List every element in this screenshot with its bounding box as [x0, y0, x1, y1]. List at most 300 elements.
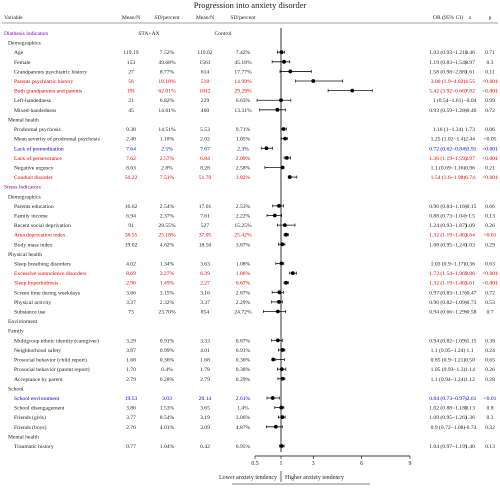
row-sd-1: 1.18% [159, 136, 175, 143]
estimate-point [277, 300, 281, 304]
row-mean-1: 56.22 [124, 175, 138, 182]
row-or: 1.36 (1.19~1.59) [429, 155, 467, 162]
row-mean-2: 460 [200, 107, 210, 114]
row-sd-2: 2.61% [235, 395, 251, 402]
row-sd-2: 1.05% [235, 136, 251, 143]
row-or: 1.05 (0.93~1.3) [430, 367, 466, 374]
row-sd-2: 24.72% [234, 309, 252, 316]
row-sd-1: 6.82% [159, 98, 175, 105]
row-p: <0.05 [483, 136, 497, 143]
estimate-point [276, 310, 280, 314]
row-mean-2: 8.28 [200, 165, 210, 172]
row-mean-2: 614 [200, 69, 210, 76]
row-or: 1 (0.54~1.61) [432, 98, 464, 105]
row-label: Age [14, 50, 24, 57]
row-mean-1: 119.19 [123, 50, 139, 57]
row-z: 0.50 [465, 357, 475, 364]
row-z: 1.73 [465, 127, 475, 134]
section-label: Diathesis indicators [4, 31, 49, 37]
row-p: 0.26 [485, 367, 495, 374]
row-label: Sleep breathing disorders [14, 261, 71, 268]
x-tick-label: 0.5 [251, 461, 259, 467]
row-sd-1: 3.15% [159, 290, 175, 297]
row-sd-2: 2.58% [235, 165, 251, 172]
row-or: 1.24 (0.93~1.87) [429, 223, 467, 230]
row-sd-2: 2.09% [235, 155, 251, 162]
header-mean-2: Mean/N [195, 15, 215, 21]
row-label: Family income [14, 213, 48, 220]
estimate-point [271, 358, 275, 362]
row-sd-2: 1.08% [235, 261, 251, 268]
row-sd-1: 2.57% [159, 155, 175, 162]
subsection-label: Mental health [8, 117, 39, 124]
row-sd-1: 29.55% [158, 223, 176, 230]
row-mean-1: 4.02 [126, 261, 136, 268]
row-p: 0.8 [486, 405, 494, 412]
row-or: 1.09 (0.95~1.26) [429, 415, 467, 422]
row-or: 1.32 (1.19~1.46) [429, 280, 467, 287]
subsection-label: School [8, 386, 24, 393]
row-mean-2: 229 [200, 98, 210, 105]
row-or: 5.42 (3.92~6.66) [429, 88, 467, 95]
row-z: −0.73 [463, 299, 477, 306]
row-sd-2: 3.06% [235, 415, 251, 422]
row-label: Multigroup ethnic identity (caregiver) [14, 338, 99, 345]
row-sd-1: 4.62% [159, 242, 175, 249]
row-z: −3.91 [463, 146, 477, 153]
row-mean-1: 3.87 [126, 347, 136, 354]
row-z: 1.09 [465, 223, 475, 230]
subsection-label: Demographics [8, 194, 41, 201]
row-mean-2: 527 [200, 223, 210, 230]
row-mean-1: 153 [126, 59, 136, 66]
row-mean-1: 16.62 [124, 203, 138, 210]
row-p: 0.71 [485, 50, 495, 57]
row-z: 1.36 [465, 415, 475, 422]
estimate-point [288, 70, 292, 74]
row-p: 0.28 [485, 376, 495, 383]
row-z: 0.36 [465, 261, 475, 268]
row-z: −2.61 [463, 395, 477, 402]
row-or: 0.84 (0.73~0.97) [429, 395, 467, 402]
row-mean-2: 3.09 [200, 424, 210, 431]
row-label: Area deprivation index [14, 232, 66, 239]
row-z: 1.12 [465, 376, 475, 383]
row-label: Friends (girls) [14, 415, 46, 422]
row-label: Conduct disorder [14, 175, 53, 182]
row-z: 1.40 [465, 444, 475, 450]
row-sd-1: 4.01% [159, 424, 175, 431]
row-label: Both grandparents and parents [14, 88, 83, 95]
row-p: <0.01 [483, 232, 497, 239]
subsection-label: Family [8, 328, 24, 335]
row-label: Body mass index [14, 242, 53, 249]
subsection-label: Demographics [8, 40, 41, 47]
row-mean-1: 9.38 [126, 127, 136, 134]
estimate-point [265, 146, 269, 150]
row-sd-2: 9.71% [235, 127, 251, 134]
row-label: Prosocial behavior (parent report) [14, 367, 90, 374]
row-z: 9.86 [465, 271, 475, 278]
row-mean-1: 8.63 [126, 165, 136, 172]
row-mean-2: 4.01 [200, 347, 210, 354]
row-or: 1.04 (0.97~1.19) [429, 444, 467, 450]
row-z: 0.96 [465, 165, 475, 172]
row-label: Mean severity of prodromal psychosis [14, 136, 100, 143]
row-mean-2: 119.62 [197, 50, 213, 57]
row-p: 0.3 [486, 59, 494, 66]
row-sd-2: 0.36% [235, 357, 251, 364]
row-or: 0.72 (0.62~0.84) [429, 146, 467, 153]
row-z: 5.61 [465, 280, 475, 287]
row-or: 1.1 (0.95~1.24) [430, 347, 466, 354]
subsection-label: Mental health [8, 434, 39, 441]
row-sd-2: 0.29% [235, 376, 251, 383]
row-mean-2: 3.63 [200, 261, 210, 268]
row-mean-2: 2.27 [200, 280, 210, 287]
row-p: 0.38 [485, 338, 495, 345]
row-mean-1: 56 [128, 79, 134, 86]
row-mean-2: 854 [200, 309, 210, 316]
row-label: Lack of premeditation [14, 146, 64, 153]
row-or: 1.1 (0.69~1.16) [430, 165, 466, 172]
estimate-point [311, 79, 315, 83]
row-sd-2: 4.87% [235, 424, 251, 431]
row-label: Prodromal psychosis [14, 127, 61, 134]
row-sd-1: 49.68% [158, 59, 176, 66]
header-mean-1: Mean/N [121, 15, 141, 21]
row-or: 1.58 (0.98~2.88) [429, 69, 467, 76]
estimate-point [288, 175, 292, 179]
row-or: 0.88 (0.73~1.04) [429, 213, 467, 220]
row-label: School environment [14, 395, 60, 402]
row-or: 0.96 (0.82~1.09) [429, 299, 467, 306]
row-sd-2: 0.87% [235, 338, 251, 345]
row-mean-2: 0.42 [200, 444, 210, 450]
row-sd-1: 23.70% [158, 309, 176, 316]
row-sd-2: 25.42% [234, 232, 252, 239]
row-p: 0.32 [485, 424, 495, 431]
row-sd-2: 7.42% [235, 50, 251, 57]
row-mean-1: 2.79 [126, 376, 136, 383]
row-sd-2: 0.38% [235, 367, 251, 374]
row-p: 0.53 [485, 299, 495, 306]
row-label: Substance use [14, 309, 46, 316]
row-z: 3.64 [465, 232, 475, 239]
row-z: 0.13 [465, 405, 475, 412]
row-sd-1: 0.99% [159, 347, 175, 354]
row-mean-2: 6.39 [200, 271, 210, 278]
header-variable: Variable [4, 15, 23, 21]
row-sd-1: 3.27% [159, 271, 175, 278]
row-p: 0.65 [485, 357, 495, 364]
estimate-point [274, 425, 278, 429]
row-label: Prosocial behavior (child report) [14, 357, 87, 364]
row-p: 0.13 [485, 444, 495, 450]
footer-lower-label: Lower anxiety tendency [219, 475, 277, 481]
row-mean-2: 5.53 [200, 127, 210, 134]
row-or: 1.25 (1.02~1.4) [430, 136, 466, 143]
row-or: 1.08 (0.95~1.24) [429, 242, 467, 249]
row-sd-1: 0.36% [159, 357, 175, 364]
row-z: 1.61 [465, 69, 475, 76]
row-mean-1: 0.77 [126, 444, 136, 450]
estimate-point [280, 444, 284, 448]
row-or: 1.02 (0.88~1.18) [429, 405, 467, 412]
row-z: 4.55 [465, 79, 475, 86]
row-mean-2: 2.79 [200, 376, 210, 383]
estimate-point [350, 89, 354, 93]
estimate-point [284, 233, 288, 237]
group-label-left: STA+AX [138, 31, 160, 37]
header-z: z [468, 15, 472, 21]
row-mean-1: 2.96 [126, 280, 136, 287]
row-sd-1: 7.51% [159, 175, 175, 182]
row-mean-2: 51.70 [198, 175, 212, 182]
row-p: 0.26 [485, 223, 495, 230]
row-or: 0.93 (0.59~1.28) [429, 107, 467, 114]
estimate-point [283, 223, 287, 227]
row-p: 0.24 [485, 347, 495, 354]
row-sd-1: 25.18% [158, 232, 176, 239]
row-mean-1: 3.37 [126, 299, 136, 306]
row-mean-2: 1.68 [200, 357, 210, 364]
row-sd-2: 6.63% [235, 98, 251, 105]
row-mean-1: 7.62 [126, 155, 136, 162]
row-mean-1: 19.53 [124, 395, 138, 402]
estimate-point [280, 262, 284, 266]
row-mean-1: 27 [128, 69, 134, 76]
row-p: 0.99 [485, 98, 495, 105]
row-p: <0.001 [482, 175, 498, 182]
row-sd-2: 29.29% [234, 88, 252, 95]
row-z: 7.82 [465, 88, 475, 95]
row-label: Traumatic history [14, 444, 54, 450]
row-sd-1: 1.34% [159, 261, 175, 268]
row-p: 0.29 [485, 242, 495, 249]
row-mean-1: 3.66 [126, 290, 136, 297]
row-mean-2: 7.61 [200, 213, 210, 220]
subsection-label: Physical health [8, 251, 43, 258]
row-mean-1: 3.86 [126, 405, 136, 412]
row-sd-2: 2.3% [237, 146, 249, 153]
row-sd-2: 2.53% [235, 203, 251, 210]
row-label: Mixed-handedness [14, 107, 57, 114]
row-p: 0.06 [485, 127, 495, 134]
row-label: Left-handedness [14, 98, 51, 105]
row-sd-1: 8.77% [159, 69, 175, 76]
row-mean-1: 8.69 [126, 271, 136, 278]
estimate-point [280, 367, 284, 371]
row-sd-1: 2.37% [159, 213, 175, 220]
row-mean-2: 3.16 [200, 290, 210, 297]
row-sd-1: 7.52% [159, 50, 175, 57]
row-sd-2: 0.95% [235, 444, 251, 450]
row-sd-1: 0.28% [159, 376, 175, 383]
row-mean-2: 20.14 [198, 395, 212, 402]
row-sd-2: 2.87% [235, 290, 251, 297]
row-mean-1: 3.29 [126, 338, 136, 345]
row-z: 0.97 [465, 59, 475, 66]
row-sd-1: 14.61% [158, 107, 176, 114]
row-or: 1.03 (0.9~1.17) [430, 261, 466, 268]
row-sd-1: 8.54% [159, 415, 175, 422]
row-p: 0.21 [485, 165, 495, 172]
row-p: 0.72 [485, 107, 495, 114]
row-sd-2: 1.4% [237, 405, 249, 412]
row-or: 0.97 (0.83~1.15) [429, 290, 467, 297]
row-p: 0.72 [485, 290, 495, 297]
row-or: 0.94 (0.66~1.29) [429, 309, 467, 316]
row-sd-1: 1.49% [159, 280, 175, 287]
header-or: OR (95% CI) [432, 15, 464, 21]
x-tick-label: 6 [360, 461, 364, 467]
row-p: 0.13 [485, 213, 495, 220]
x-tick-label: 3 [311, 461, 315, 467]
row-p: <0.001 [482, 88, 498, 95]
row-p: <0.01 [483, 395, 497, 402]
row-label: Recent social deprivation [14, 223, 71, 230]
row-sd-2: 0.91% [235, 347, 251, 354]
estimate-point [273, 214, 277, 218]
row-sd-1: 0.91% [159, 338, 175, 345]
estimate-point [276, 338, 280, 342]
row-z: 1.1 [466, 347, 474, 354]
row-label: Female [14, 59, 31, 66]
row-mean-1: 191 [126, 88, 136, 95]
row-sd-1: 2.54% [159, 203, 175, 210]
row-mean-2: 3.19 [200, 415, 210, 422]
row-or: 1.19 (0.83~1.54) [429, 59, 467, 66]
row-sd-1: 2.8% [161, 165, 173, 172]
row-z: 1.03 [465, 242, 475, 249]
x-tick-label: 9 [408, 461, 412, 467]
row-label: Grandparents psychiatric history [14, 69, 88, 76]
estimate-point [291, 271, 295, 275]
estimate-point [282, 60, 286, 64]
header-sd-2: SD/percent [230, 15, 256, 21]
row-p: 0.11 [485, 69, 495, 76]
row-label: Lack of perseverance [14, 155, 62, 162]
row-sd-2: 15.25% [234, 223, 252, 230]
estimate-point [282, 127, 286, 131]
row-mean-1: 45 [128, 107, 134, 114]
row-mean-2: 1012 [199, 88, 211, 95]
row-label: Negative urgency [14, 165, 54, 172]
row-label: School disengagement [14, 405, 65, 412]
row-sd-2: 1.86% [235, 271, 251, 278]
row-sd-2: 14.99% [234, 79, 252, 86]
row-mean-1: 2.40 [126, 136, 136, 143]
row-z: 6.74 [465, 175, 475, 182]
row-label: Parents education [14, 203, 54, 210]
row-mean-1: 6.94 [126, 213, 136, 220]
row-p: 0.63 [485, 261, 495, 268]
row-p: 0.66 [485, 203, 495, 210]
row-mean-1: 73 [128, 309, 134, 316]
row-mean-1: 3.77 [126, 415, 136, 422]
row-label: Friends (boys) [14, 424, 47, 431]
row-p: <0.001 [482, 280, 498, 287]
row-label: Neighborhood safety [14, 347, 62, 354]
row-sd-2: 45.18% [234, 59, 252, 66]
row-z: −1.15 [463, 338, 477, 345]
row-z: 2.44 [465, 136, 475, 143]
row-mean-1: 19.02 [124, 242, 138, 249]
row-mean-2: 3.33 [200, 338, 210, 345]
row-z: −0.47 [463, 290, 477, 297]
row-mean-1: 21 [128, 98, 134, 105]
row-p: <0.001 [482, 155, 498, 162]
row-mean-2: 3.37 [200, 299, 210, 306]
row-mean-2: 6.84 [200, 155, 210, 162]
estimate-point [284, 281, 288, 285]
row-p: <0.001 [482, 146, 498, 153]
row-p: 0.3 [486, 415, 494, 422]
row-mean-1: 2.76 [126, 424, 136, 431]
row-z: −0.15 [463, 203, 477, 210]
row-sd-1: 14.51% [158, 127, 176, 134]
header-sd-1: SD/percent [154, 15, 180, 21]
row-sd-1: 18.18% [158, 79, 176, 86]
row-mean-2: 3.65 [200, 405, 210, 412]
row-mean-2: 17.01 [198, 203, 212, 210]
row-sd-1: 1.04% [159, 444, 175, 450]
row-mean-2: 1561 [199, 59, 211, 66]
row-z: −0.58 [463, 309, 477, 316]
row-z: −0.46 [463, 107, 477, 114]
row-mean-1: 1.70 [126, 367, 136, 374]
row-p: <0.001 [482, 79, 498, 86]
row-sd-2: 3.82% [235, 175, 251, 182]
row-mean-2: 1.78 [200, 367, 210, 374]
row-or: 1.32 (1.19~1.46) [429, 232, 467, 239]
row-z: 0.46 [465, 50, 475, 57]
row-z: −0.04 [463, 98, 477, 105]
header-p: p [488, 15, 492, 21]
row-sd-1: 0.4% [161, 367, 173, 374]
row-label: Physical activity [14, 299, 52, 306]
row-mean-2: 7.67 [200, 146, 210, 153]
estimate-point [285, 156, 289, 160]
row-label: Excessive somnolence disorders [14, 271, 87, 278]
row-or: 1.54 (1.6~1.98) [430, 175, 466, 182]
row-mean-1: 7.64 [126, 146, 136, 153]
row-z: −1.5 [464, 213, 476, 220]
row-p: <0.001 [482, 271, 498, 278]
footer-higher-label: Higher anxiety tendency [285, 475, 344, 481]
row-sd-1: 3.03 [162, 395, 172, 402]
row-sd-1: 62.01% [158, 88, 176, 95]
row-label: Screen time during weekdays [14, 290, 81, 297]
row-sd-2: 3.87% [235, 242, 251, 249]
estimate-point [277, 204, 281, 208]
row-or: 0.96 (0.84~1.16) [429, 203, 467, 210]
row-mean-2: 37.05 [198, 232, 212, 239]
row-or: 1.1 (0.94~1.24) [430, 376, 466, 383]
row-mean-2: 18.50 [198, 242, 212, 249]
row-mean-2: 2.02 [200, 136, 210, 143]
estimate-point [275, 108, 279, 112]
group-label-right: Control [214, 31, 232, 37]
row-or: 0.9 (0.72~1.08) [430, 424, 466, 431]
row-label: Sleep hyperhidrosis [14, 280, 59, 287]
row-sd-2: 2.22% [235, 213, 251, 220]
estimate-point [280, 50, 284, 54]
row-sd-2: 2.29% [235, 299, 251, 306]
x-tick-label: 1 [279, 461, 283, 467]
row-mean-1: 91 [128, 223, 134, 230]
